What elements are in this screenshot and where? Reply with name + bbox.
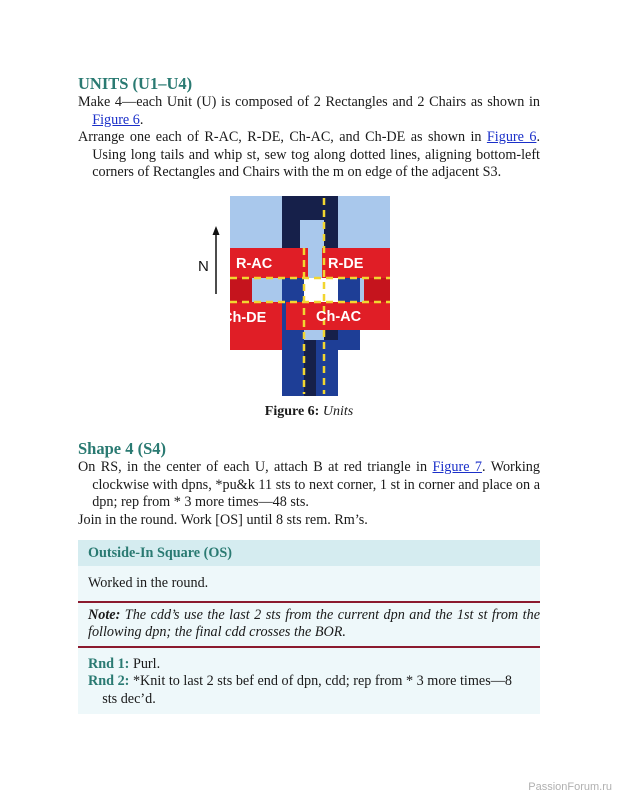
round-1: Rnd 1: Purl. — [88, 655, 161, 672]
watermark: PassionForum.ru — [528, 780, 612, 793]
units-paragraph-2: Arrange one each of R-AC, R-DE, Ch-AC, and Ch-DE as shown in Figure 6. Using long tails and whip st, sew tog along dotted lines, aligning bottom-left corners of Rectangles and Chairs with the m on edge of the adjacent S3. — [78, 129, 540, 180]
units-diagram — [198, 194, 404, 397]
box-title: Outside-In Square (OS) — [78, 540, 540, 566]
label-r-ac: R-AC — [236, 255, 273, 272]
figure-caption: Figure 6: Units — [264, 403, 354, 419]
round-2: Rnd 2: *Knit to last 2 sts bef end of dpn, cdd; rep from * 3 more times—8 sts dec’d. — [88, 673, 513, 707]
north-label: N — [198, 257, 209, 275]
box-body: Worked in the round. — [88, 575, 209, 591]
center-white — [304, 278, 338, 302]
box-note: Note: The cdd’s use the last 2 sts from the current dpn and the 1st st from the following dpn; the final cdd crosses the BOR. — [78, 601, 540, 648]
figure-7-link[interactable]: Figure 7 — [432, 459, 483, 475]
units-paragraph-1: Make 4—each Unit (U) is composed of 2 Rectangles and 2 Chairs as shown in Figure 6. — [78, 94, 540, 128]
units-heading: UNITS (U1–U4) — [78, 74, 193, 93]
figure-6-link[interactable]: Figure 6 — [92, 111, 140, 128]
shape4-heading: Shape 4 (S4) — [78, 439, 167, 458]
page-content — [78, 74, 540, 714]
label-r-de: R-DE — [328, 255, 364, 272]
red-left-arm — [230, 278, 252, 302]
blue-bar-center — [316, 340, 338, 396]
label-ch-de: Ch-DE — [222, 309, 267, 326]
figure-6 — [78, 194, 540, 397]
figure-6-link-2[interactable]: Figure 6 — [486, 129, 537, 145]
outside-in-square-box — [78, 540, 540, 714]
shape4-paragraph-1: On RS, in the center of each U, attach B at red triangle in Figure 7. Working clockwise with dpns, *pu&k 11 sts to next corner, 1 st in corner and place on a dpn; rep from * 3 more times—48 sts. — [78, 459, 540, 510]
round-instructions — [78, 648, 540, 715]
north-arrow-icon — [213, 226, 220, 235]
shape4-paragraph-2: Join in the round. Work [OS] until 8 sts rem. Rm’s. — [78, 511, 368, 528]
label-ch-ac: Ch-AC — [316, 308, 362, 325]
